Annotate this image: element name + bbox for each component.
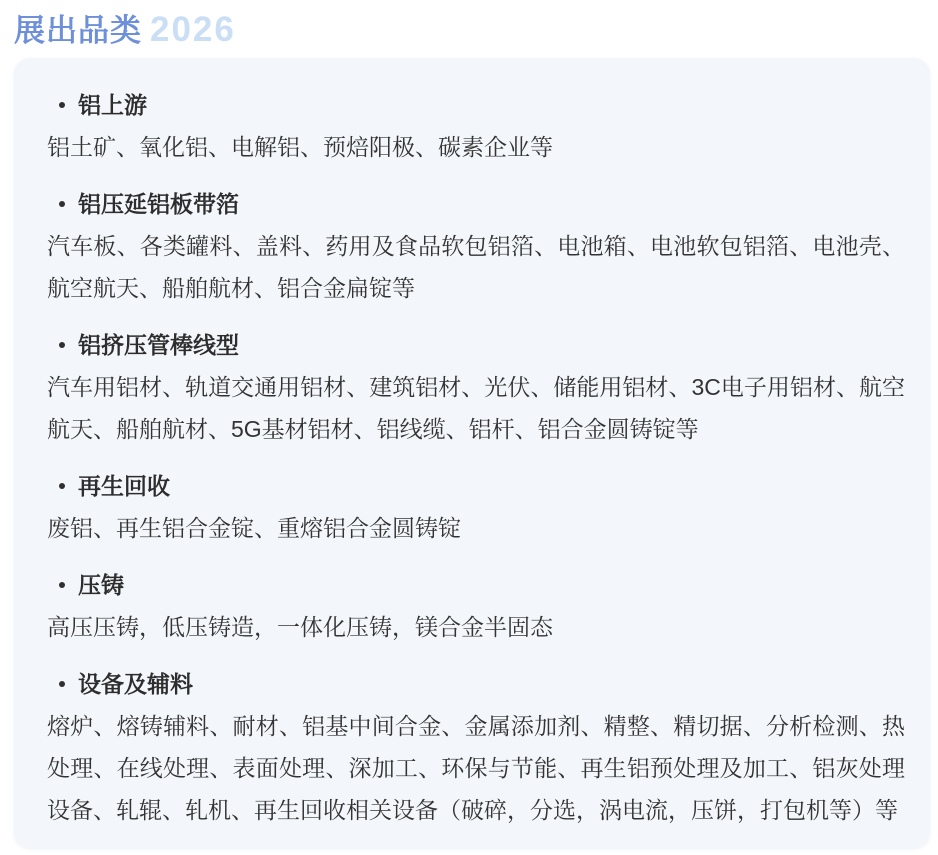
- category-heading-text: 铝挤压管棒线型: [78, 332, 239, 358]
- category-section: [47, 564, 905, 648]
- category-heading-text: 铝压延铝板带箔: [78, 191, 239, 217]
- bullet-icon: [59, 342, 65, 348]
- exhibit-categories-card: [14, 58, 930, 848]
- bullet-icon: [59, 582, 65, 588]
- category-items-text: 汽车用铝材、轨道交通用铝材、建筑铝材、光伏、储能用铝材、3C电子用铝材、航空航天、船舶航材、5G基材铝材、铝线缆、铝杆、铝合金圆铸锭等: [47, 374, 905, 442]
- category-heading-text: 铝上游: [78, 92, 147, 118]
- category-heading: [47, 84, 905, 126]
- category-items-text: 熔炉、熔铸辅料、耐材、铝基中间合金、金属添加剂、精整、精切据、分析检测、热处理、在线处理、表面处理、深加工、环保与节能、再生铝预处理及加工、铝灰处理设备、轧辊、轧机、再生回收相关设备（破碎，分选，涡电流，压饼，打包机等）等: [47, 713, 905, 823]
- page-title-year: 2026: [150, 10, 236, 49]
- bullet-icon: [59, 681, 65, 687]
- bullet-icon: [59, 201, 65, 207]
- category-heading-text: 压铸: [78, 572, 124, 598]
- category-items-text: 汽车板、各类罐料、盖料、药用及食品软包铝箔、电池箱、电池软包铝箔、电池壳、航空航天、船舶航材、铝合金扁锭等: [47, 233, 905, 301]
- category-heading: [47, 564, 905, 606]
- category-heading-text: 再生回收: [78, 473, 170, 499]
- category-items-text: 高压压铸，低压铸造，一体化压铸，镁合金半固态: [47, 614, 553, 640]
- category-section: [47, 465, 905, 549]
- page-title: [14, 10, 938, 49]
- category-section: [47, 324, 905, 450]
- page-title-text: 展出品类: [14, 13, 142, 48]
- category-section: [47, 183, 905, 309]
- category-section: [47, 663, 905, 831]
- category-heading: [47, 183, 905, 225]
- category-items-text: 铝土矿、氧化铝、电解铝、预焙阳极、碳素企业等: [47, 134, 553, 160]
- bullet-icon: [59, 483, 65, 489]
- category-heading: [47, 324, 905, 366]
- category-items-text: 废铝、再生铝合金锭、重熔铝合金圆铸锭: [47, 515, 461, 541]
- category-heading: [47, 465, 905, 507]
- bullet-icon: [59, 102, 65, 108]
- category-heading-text: 设备及辅料: [78, 671, 193, 697]
- category-section: [47, 84, 905, 168]
- category-heading: [47, 663, 905, 705]
- category-sections: [47, 84, 905, 831]
